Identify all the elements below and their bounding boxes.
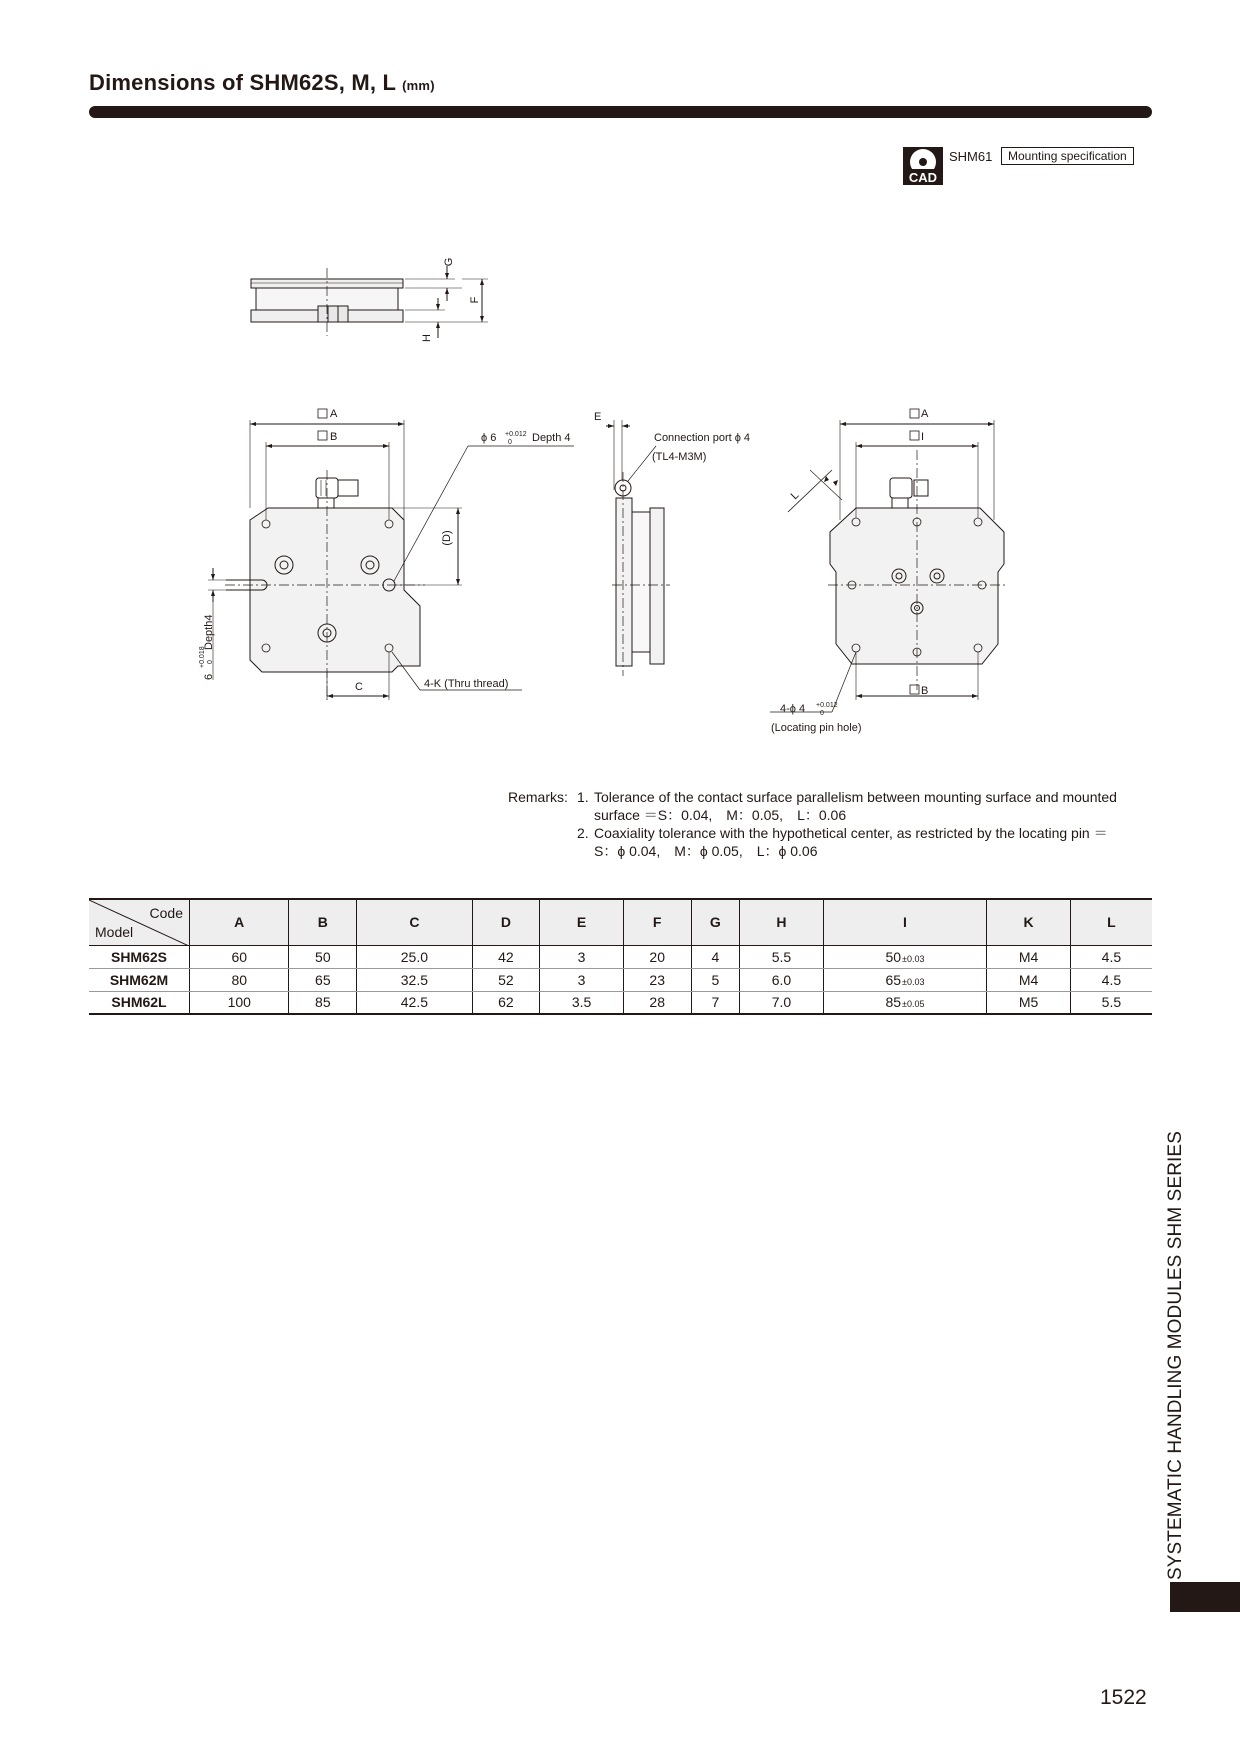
cell-l: 5.5	[1070, 991, 1152, 1014]
col-header-h: H	[740, 899, 824, 945]
label-pin-tol-upper: +0.012	[816, 702, 838, 709]
corner-model: Model	[95, 923, 134, 940]
label-phi6-depth: Depth 4	[532, 432, 571, 444]
label-slot-tol-upper: +0.018	[199, 646, 206, 668]
cell-i-tolerance: ±0.03	[902, 953, 925, 964]
cell-i	[823, 968, 987, 991]
cell-e: 3.5	[540, 991, 624, 1014]
cell-model: SHM62S	[89, 945, 190, 968]
label-b-back: B	[921, 685, 929, 697]
cell-c: 25.0	[357, 945, 472, 968]
cell-i-value: 50	[885, 948, 902, 965]
label-c: C	[355, 681, 363, 693]
label-phi6-tol-upper: +0.012	[505, 431, 527, 438]
cad-model: SHM61	[949, 149, 993, 164]
label-b-front: B	[330, 431, 338, 443]
remarks-label: Remarks:	[508, 789, 568, 805]
label-slot-depth: Depth4	[203, 614, 215, 650]
cell-a: 60	[190, 945, 289, 968]
label-tl4: (TL4-M3M)	[652, 451, 707, 463]
cell-b: 50	[289, 945, 357, 968]
col-header-d: D	[472, 899, 540, 945]
table-row	[89, 991, 1152, 1014]
series-side-label: SYSTEMATIC HANDLING MODULES SHM SERIES	[1165, 1131, 1186, 1580]
col-header-g: G	[691, 899, 740, 945]
cell-k: M4	[987, 968, 1071, 991]
cell-i-value: 85	[885, 994, 902, 1011]
col-header-l: L	[1070, 899, 1152, 945]
cell-c: 32.5	[357, 968, 472, 991]
table-row	[89, 945, 1152, 968]
cell-i-tolerance: ±0.05	[902, 999, 925, 1010]
label-e: E	[594, 411, 602, 423]
cell-i	[823, 991, 987, 1014]
cell-i-tolerance: ±0.03	[902, 976, 925, 987]
side-tab	[1170, 1582, 1240, 1612]
remark-1-num: 1.	[577, 789, 589, 805]
cell-e: 3	[540, 945, 624, 968]
back-view	[770, 408, 1006, 734]
label-f: F	[469, 296, 481, 304]
dimension-table	[89, 898, 1152, 1015]
cell-f: 28	[623, 991, 691, 1014]
label-thru-thread: 4-K (Thru thread)	[424, 678, 509, 690]
cell-h: 7.0	[740, 991, 824, 1014]
title-unit: (mm)	[402, 78, 435, 93]
label-l: L	[788, 489, 802, 503]
col-header-i: I	[823, 899, 987, 945]
remark-1-line2: surface ＝S：0.04, M：0.05, L：0.06	[594, 807, 847, 823]
cell-f: 23	[623, 968, 691, 991]
label-pin-hole: (Locating pin hole)	[771, 722, 862, 734]
cell-i-value: 65	[885, 971, 902, 988]
label-slot: 6	[203, 673, 215, 680]
top-side-view	[251, 258, 488, 342]
cell-g: 7	[691, 991, 740, 1014]
cell-l: 4.5	[1070, 968, 1152, 991]
col-header-c: C	[357, 899, 472, 945]
col-header-b: B	[289, 899, 357, 945]
remark-2-line2: S：ϕ 0.04, M：ϕ 0.05, L：ϕ 0.06	[594, 843, 818, 859]
remark-1-line1: Tolerance of the contact surface parallelism between mounting surface and mounted	[594, 789, 1117, 805]
cell-h: 5.5	[740, 945, 824, 968]
side-view	[594, 411, 750, 676]
label-a-front: A	[330, 408, 338, 420]
cell-b: 65	[289, 968, 357, 991]
mounting-spec-box: Mounting specification	[1001, 147, 1134, 165]
label-d: (D)	[441, 530, 453, 546]
cad-icon-label: CAD	[908, 170, 938, 185]
label-i: I	[921, 431, 925, 443]
cell-d: 52	[472, 968, 540, 991]
cell-l: 4.5	[1070, 945, 1152, 968]
dimension-drawing	[0, 0, 1240, 760]
cell-i	[823, 945, 987, 968]
cell-d: 42	[472, 945, 540, 968]
cell-b: 85	[289, 991, 357, 1014]
table-header	[89, 899, 1152, 945]
label-phi6: ϕ 6	[481, 432, 497, 444]
label-pin-tol-lower: 0	[820, 710, 824, 717]
label-a-back: A	[921, 408, 929, 420]
col-header-e: E	[540, 899, 624, 945]
label-phi6-tol-lower: 0	[508, 439, 512, 446]
cell-f: 20	[623, 945, 691, 968]
cell-h: 6.0	[740, 968, 824, 991]
remark-2-num: 2.	[577, 825, 589, 841]
cell-d: 62	[472, 991, 540, 1014]
table-row	[89, 968, 1152, 991]
label-connection-port: Connection port ϕ 4	[654, 432, 751, 444]
title-text: Dimensions of SHM62S, M, L	[89, 70, 397, 95]
cell-e: 3	[540, 968, 624, 991]
cell-g: 5	[691, 968, 740, 991]
cell-k: M4	[987, 945, 1071, 968]
remark-2-line1: Coaxiality tolerance with the hypothetical center, as restricted by the locating pin ＝	[594, 825, 1108, 841]
corner-code: Code	[149, 905, 183, 921]
cell-model: SHM62L	[89, 991, 190, 1014]
col-header-k: K	[987, 899, 1071, 945]
label-slot-tol-lower: 0	[207, 660, 214, 664]
col-header-a: A	[190, 899, 289, 945]
cell-a: 80	[190, 968, 289, 991]
front-view	[199, 408, 574, 700]
col-header-f: F	[623, 899, 691, 945]
label-h: H	[421, 334, 433, 342]
page-number: 1522	[1100, 1686, 1147, 1709]
header-corner	[89, 899, 190, 945]
cell-k: M5	[987, 991, 1071, 1014]
cell-g: 4	[691, 945, 740, 968]
cell-c: 42.5	[357, 991, 472, 1014]
label-g: G	[443, 257, 455, 267]
label-pin: 4-ϕ 4	[780, 703, 806, 715]
cell-model: SHM62M	[89, 968, 190, 991]
cell-a: 100	[190, 991, 289, 1014]
